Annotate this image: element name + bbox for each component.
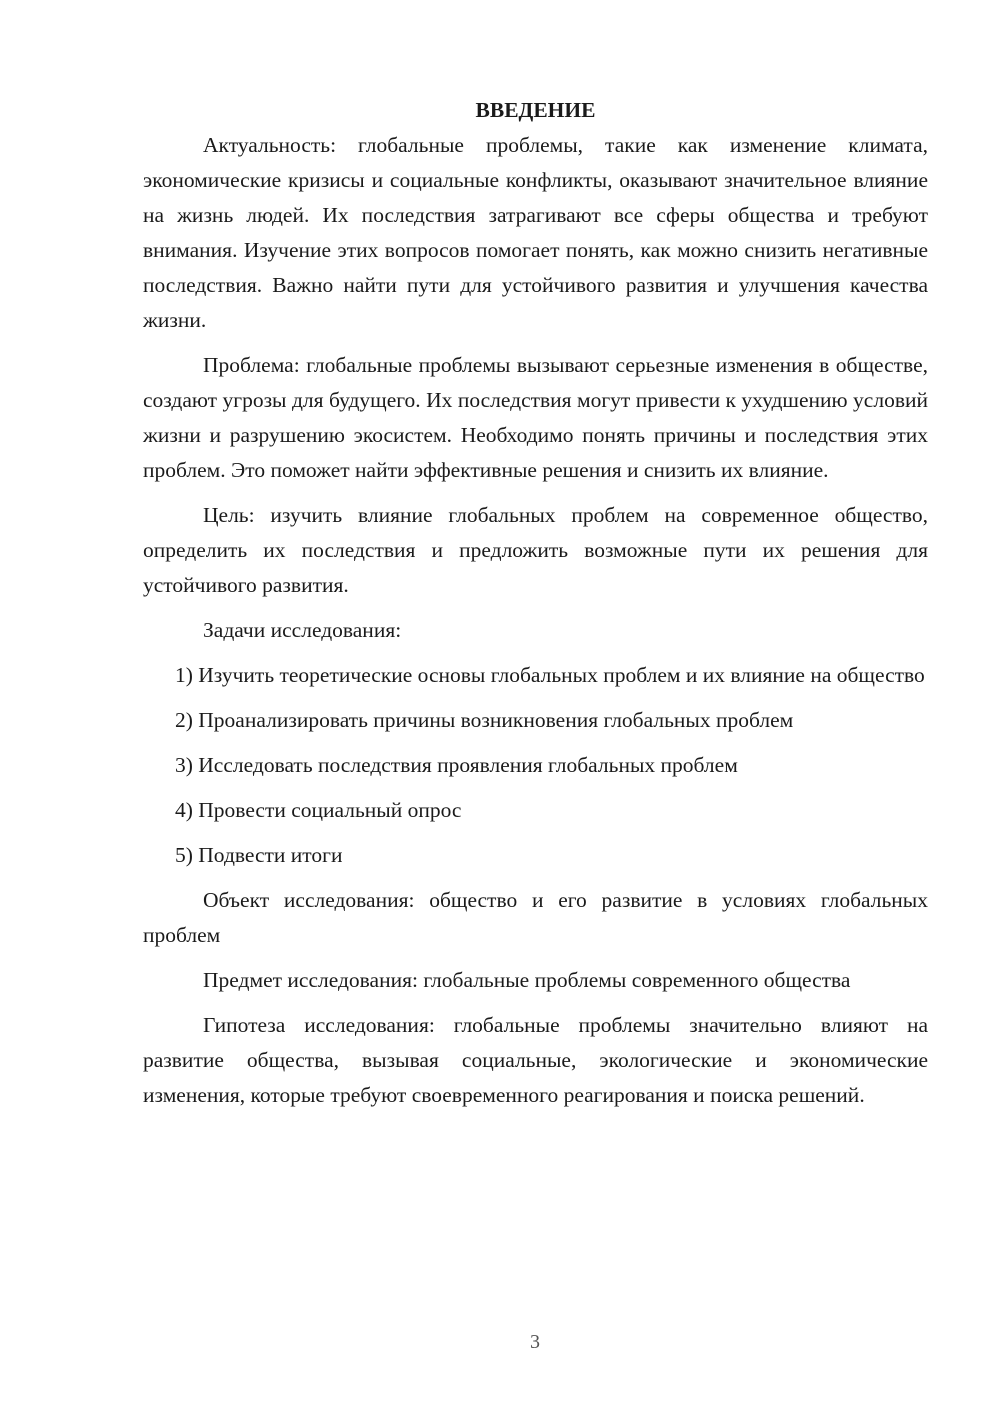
task-item-1: 1) Изучить теоретические основы глобальных проблем и их влияние на общество xyxy=(175,663,925,687)
document-body xyxy=(143,92,928,1123)
task-item-4: 4) Провести социальный опрос xyxy=(175,798,462,822)
goal-paragraph: Цель: изучить влияние глобальных проблем на современное общество, определить их последствия и предложить возможные пути их решения для устойчивого развития. xyxy=(143,503,928,597)
problem-paragraph: Проблема: глобальные проблемы вызывают серьезные изменения в обществе, создают угрозы для будущего. Их последствия могут привести к ухудшению условий жизни и разрушению экосистем. Необходимо понять причины и последствия этих проблем. Это поможет найти эффективные решения и снизить их влияние. xyxy=(143,353,928,482)
tasks-heading: Задачи исследования: xyxy=(203,618,402,642)
task-item-3: 3) Исследовать последствия проявления глобальных проблем xyxy=(175,753,738,777)
subject-paragraph: Предмет исследования: глобальные проблемы современного общества xyxy=(203,968,851,992)
relevance-paragraph: Актуальность: глобальные проблемы, такие как изменение климата, экономические кризисы и социальные конфликты, оказывают значительное влияние на жизнь людей. Их последствия затрагивают все сферы общества и требуют внимания. Изучение этих вопросов помогает понять, как можно снизить негативные последствия. Важно найти пути для устойчивого развития и улучшения качества жизни. xyxy=(143,133,928,332)
task-item-5: 5) Подвести итоги xyxy=(175,843,343,867)
object-paragraph: Объект исследования: общество и его развитие в условиях глобальных проблем xyxy=(143,888,928,947)
hypothesis-paragraph: Гипотеза исследования: глобальные проблемы значительно влияют на развитие общества, вызывая социальные, экологические и экономические изменения, которые требуют своевременного реагирования и поиска решений. xyxy=(143,1013,928,1107)
page-title: ВВЕДЕНИЕ xyxy=(475,98,596,122)
page-number: 3 xyxy=(530,1331,540,1353)
task-item-2: 2) Проанализировать причины возникновения глобальных проблем xyxy=(175,708,794,732)
